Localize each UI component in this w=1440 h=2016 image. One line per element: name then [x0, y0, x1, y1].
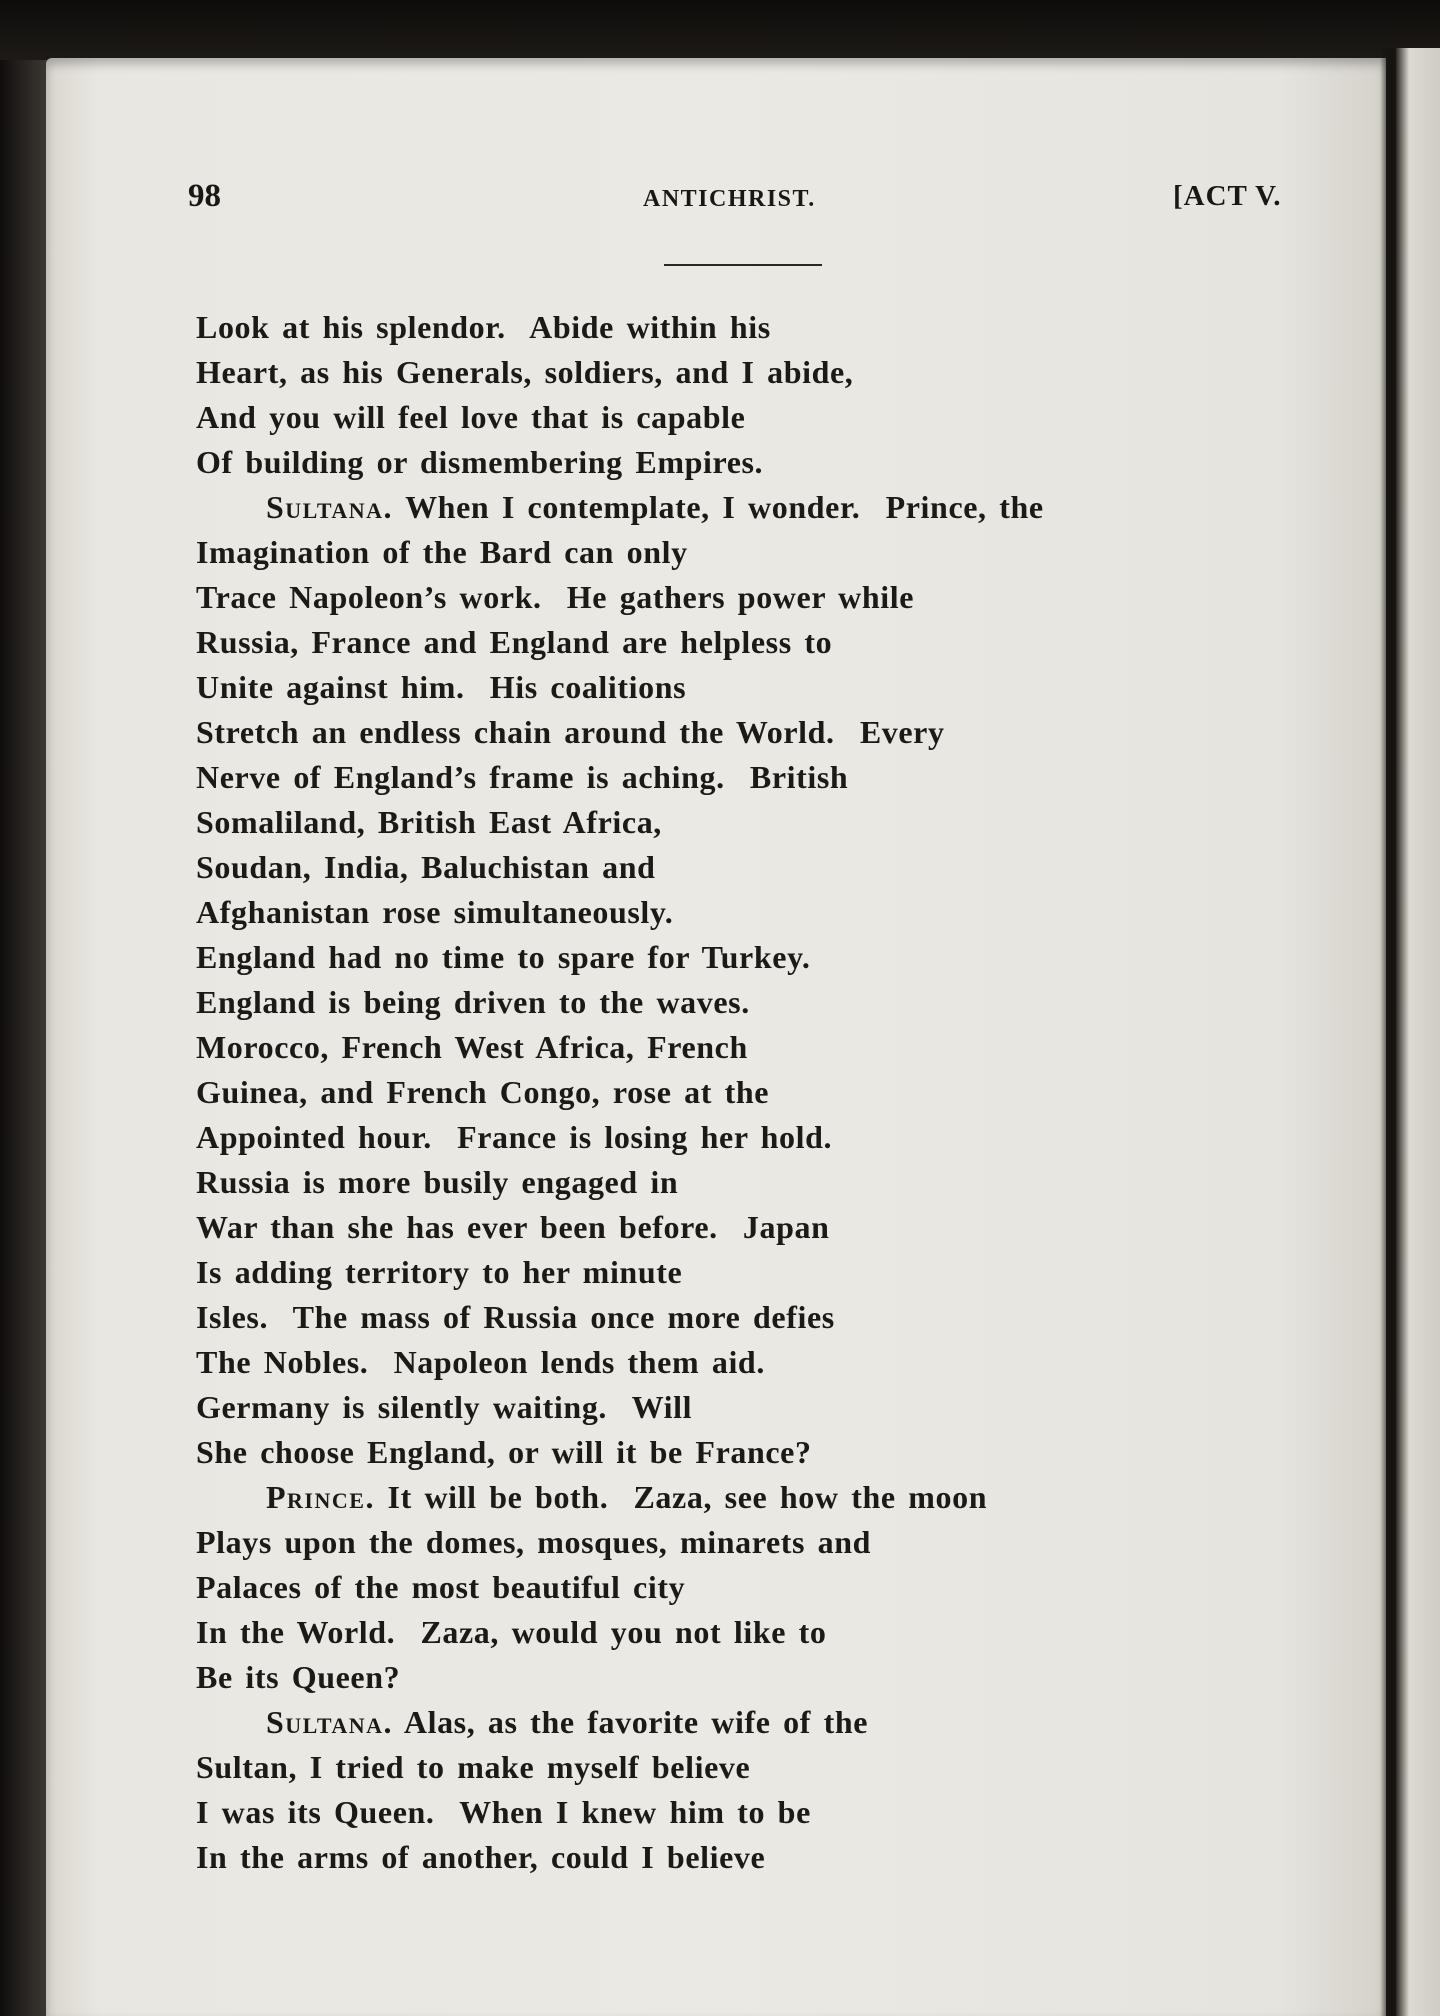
line-text: Appointed hour. France is losing her hold.: [196, 1119, 833, 1155]
line-text: Of building or dismembering Empires.: [196, 444, 764, 480]
speech-line: [196, 1475, 1316, 1520]
book-spine-edge: [0, 60, 48, 2016]
act-marker: [ACT V.: [1173, 180, 1282, 212]
line-text: Soudan, India, Baluchistan and: [196, 849, 656, 885]
line-text: England is being driven to the waves.: [196, 984, 750, 1020]
verse-line: [196, 575, 1316, 620]
line-text: Heart, as his Generals, soldiers, and I abide,: [196, 354, 854, 390]
line-text: The Nobles. Napoleon lends them aid.: [196, 1344, 765, 1380]
line-text: In the World. Zaza, would you not like to: [196, 1614, 827, 1650]
verse-line: [196, 845, 1316, 890]
line-text: Nerve of England’s frame is aching. British: [196, 759, 849, 795]
verse-line: [196, 1340, 1316, 1385]
line-text: Morocco, French West Africa, French: [196, 1029, 748, 1065]
verse-line: [196, 1385, 1316, 1430]
verse-line: [196, 1115, 1316, 1160]
verse-line: [196, 1610, 1316, 1655]
verse-line: [196, 1025, 1316, 1070]
page-header: [188, 178, 1288, 218]
line-text: I was its Queen. When I knew him to be: [196, 1794, 811, 1830]
line-text: Isles. The mass of Russia once more defies: [196, 1299, 835, 1335]
speaker-name: Prince.: [266, 1479, 375, 1515]
verse-line: [196, 890, 1316, 935]
verse-line: [196, 305, 1316, 350]
line-text: Is adding territory to her minute: [196, 1254, 683, 1290]
verse-line: [196, 1070, 1316, 1115]
line-text: Palaces of the most beautiful city: [196, 1569, 686, 1605]
line-text: Plays upon the domes, mosques, minarets and: [196, 1524, 872, 1560]
verse-line: [196, 1295, 1316, 1340]
verse-line: [196, 395, 1316, 440]
line-text: Somaliland, British East Africa,: [196, 804, 662, 840]
verse-line: [196, 980, 1316, 1025]
line-text: Sultan, I tried to make myself believe: [196, 1749, 751, 1785]
line-text: It will be both. Zaza, see how the moon: [374, 1479, 988, 1515]
verse-line: [196, 935, 1316, 980]
speaker-name: Sultana.: [266, 1704, 394, 1740]
verse-line: [196, 1520, 1316, 1565]
verse-line: [196, 1160, 1316, 1205]
verse-line: [196, 755, 1316, 800]
speech-line: [196, 485, 1316, 530]
line-text: Unite against him. His coalitions: [196, 669, 687, 705]
verse-line: [196, 440, 1316, 485]
line-text: In the arms of another, could I believe: [196, 1839, 766, 1875]
speech-line: [196, 1700, 1316, 1745]
speaker-name: Sultana.: [266, 489, 394, 525]
verse-line: [196, 1565, 1316, 1610]
verse-line: [196, 1250, 1316, 1295]
verse-line: [196, 665, 1316, 710]
line-text: She choose England, or will it be France?: [196, 1434, 812, 1470]
line-text: Look at his splendor. Abide within his: [196, 309, 771, 345]
line-text: Russia, France and England are helpless to: [196, 624, 833, 660]
line-text: Guinea, and French Congo, rose at the: [196, 1074, 770, 1110]
line-text: Russia is more busily engaged in: [196, 1164, 679, 1200]
verse-line: [196, 1745, 1316, 1790]
verse-line: [196, 1205, 1316, 1250]
play-text: [196, 305, 1316, 1880]
verse-line: [196, 530, 1316, 575]
verse-line: [196, 1430, 1316, 1475]
line-text: Trace Napoleon’s work. He gathers power while: [196, 579, 915, 615]
verse-line: [196, 350, 1316, 395]
page-number: 98: [188, 178, 221, 214]
line-text: England had no time to spare for Turkey.: [196, 939, 811, 975]
line-text: War than she has ever been before. Japan: [196, 1209, 830, 1245]
line-text: Imagination of the Bard can only: [196, 534, 688, 570]
verse-line: [196, 800, 1316, 845]
header-rule: [664, 264, 822, 266]
line-text: Stretch an endless chain around the World. Every: [196, 714, 945, 750]
line-text: Afghanistan rose simultaneously.: [196, 894, 674, 930]
adjacent-page-edge: [1396, 48, 1440, 2016]
line-text: Alas, as the favorite wife of the: [393, 1704, 869, 1740]
line-text: Be its Queen?: [196, 1659, 401, 1695]
line-text: And you will feel love that is capable: [196, 399, 746, 435]
verse-line: [196, 710, 1316, 755]
line-text: Germany is silently waiting. Will: [196, 1389, 693, 1425]
verse-line: [196, 1655, 1316, 1700]
verse-line: [196, 1790, 1316, 1835]
running-title: ANTICHRIST.: [643, 186, 816, 212]
verse-line: [196, 1835, 1316, 1880]
line-text: When I contemplate, I wonder. Prince, the: [393, 489, 1044, 525]
verse-line: [196, 620, 1316, 665]
